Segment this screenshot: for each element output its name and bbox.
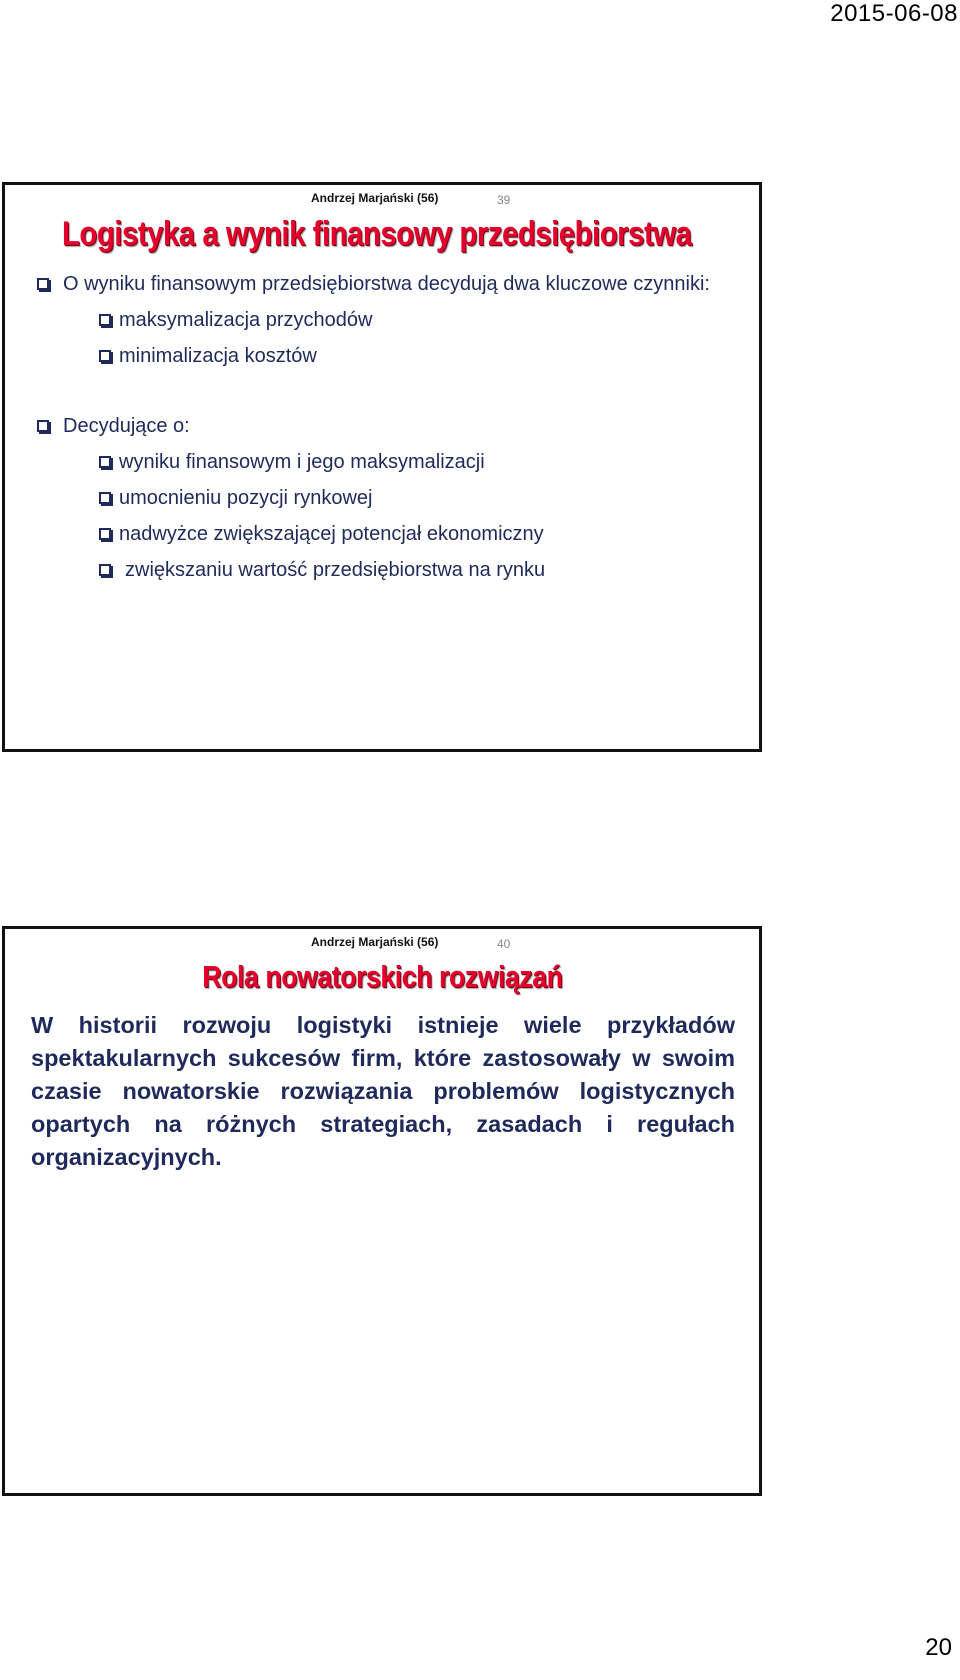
- list-item: O wyniku finansowym przedsiębiorstwa decydują dwa kluczowe czynniki:: [29, 271, 739, 297]
- slide-number: 40: [497, 937, 511, 951]
- bullet-list: [29, 271, 739, 583]
- checkbox-bullet-icon: [37, 278, 49, 290]
- list-item: wyniku finansowym i jego maksymalizacji: [29, 449, 739, 475]
- checkbox-bullet-icon: [99, 314, 111, 326]
- checkbox-bullet-icon: [99, 492, 111, 504]
- list-item: Decydujące o:: [29, 413, 739, 439]
- checkbox-bullet-icon: [37, 420, 49, 432]
- list-item: zwiększaniu wartość przedsiębiorstwa na rynku: [29, 557, 739, 583]
- page-number: 20: [925, 1634, 952, 1661]
- slide-author: Andrzej Marjański (56): [311, 191, 439, 205]
- checkbox-bullet-icon: [99, 528, 111, 540]
- slide-paragraph: W historii rozwoju logistyki istnieje wiele przykładów spektakularnych sukcesów firm, które zastosowały w swoim czasie nowatorskie rozwiązania problemów logistycznych opartych na różnych strategiach, zasadach i regułach organizacyjnych.: [31, 1012, 735, 1170]
- list-item: umocnieniu pozycji rynkowej: [29, 485, 739, 511]
- list-item: maksymalizacja przychodów: [29, 307, 739, 333]
- slide-39: [2, 182, 762, 752]
- slide-title: Logistyka a wynik finansowy przedsiębiorstwa: [62, 215, 692, 253]
- checkbox-bullet-icon: [99, 350, 111, 362]
- slide-40: [2, 926, 762, 1496]
- list-item: minimalizacja kosztów: [29, 343, 739, 369]
- slide-title: Rola nowatorskich rozwiązań: [202, 959, 563, 994]
- page-date: 2015-06-08: [830, 0, 958, 27]
- checkbox-bullet-icon: [99, 456, 111, 468]
- slide-author: Andrzej Marjański (56): [311, 935, 439, 949]
- checkbox-bullet-icon: [99, 564, 111, 576]
- list-item: nadwyżce zwiększającej potencjał ekonomiczny: [29, 521, 739, 547]
- slide-number: 39: [497, 193, 511, 207]
